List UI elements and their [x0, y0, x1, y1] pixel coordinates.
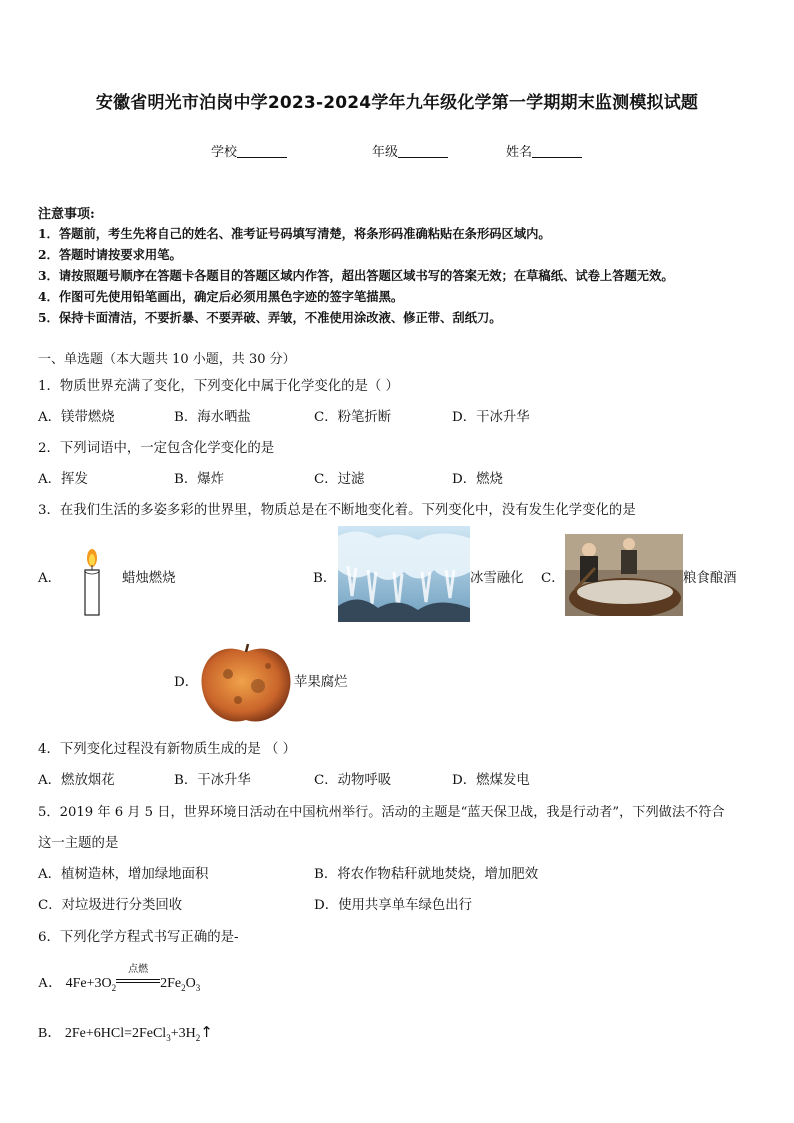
q1-option-c[interactable]: C．粉笔折断 — [314, 410, 392, 425]
q3-option-a-text[interactable]: 蜡烛燃烧 — [122, 571, 176, 586]
q6-option-a[interactable] — [38, 964, 201, 993]
question-4-stem: 4．下列变化过程没有新物质生成的是 （ ） — [38, 742, 297, 757]
note-item: 5．保持卡面清洁，不要折暴、不要弄破、弄皱，不准使用涂改液、修正带、刮纸刀。 — [38, 310, 502, 325]
question-5-stem-line2: 这一主题的是 — [38, 836, 119, 851]
rotten-apple-image — [198, 640, 294, 726]
q5-option-a[interactable]: A．植树造林，增加绿地面积 — [38, 867, 209, 882]
question-1-stem: 1．物质世界充满了变化，下列变化中属于化学变化的是（ ） — [38, 379, 399, 394]
q1-option-d[interactable]: D．干冰升华 — [452, 410, 530, 425]
school-blank[interactable] — [237, 145, 287, 158]
grade-blank[interactable] — [398, 145, 448, 158]
page-title: 安徽省明光市泊岗中学2023-2024学年九年级化学第一学期期末监测模拟试题 — [95, 93, 699, 113]
q5-option-c[interactable]: C．对垃圾进行分类回收 — [38, 898, 183, 913]
q3-option-b-label[interactable]: B． — [313, 571, 337, 586]
section-heading: 一、单选题（本大题共 10 小题，共 30 分） — [38, 352, 296, 367]
note-item: 3．请按照题号顺序在答题卡各题目的答题区域内作答，超出答题区域书写的答案无效；在草稿纸、试卷上答题无效。 — [38, 268, 674, 283]
school-field[interactable] — [211, 141, 287, 160]
question-2-stem: 2．下列词语中，一定包含化学变化的是 — [38, 441, 275, 456]
q6-option-a-products: $2Fe_2O_3$ — [160, 976, 201, 993]
note-item: 2．答题时请按要求用笔。 — [38, 247, 182, 262]
q2-option-d[interactable]: D．燃烧 — [452, 472, 503, 487]
question-6-stem: 6．下列化学方程式书写正确的是- — [38, 930, 239, 945]
q6-option-a-label: A． — [38, 976, 63, 991]
q6-option-b-label: B． — [38, 1026, 62, 1041]
q3-option-c-text[interactable]: 粮食酿酒 — [683, 571, 737, 586]
q5-option-d[interactable]: D．使用共享单车绿色出行 — [314, 898, 473, 913]
reaction-condition — [116, 964, 160, 987]
school-label: 学校 — [211, 145, 238, 160]
q3-option-a-label[interactable]: A． — [38, 571, 62, 586]
notes-heading: 注意事项: — [38, 207, 95, 222]
q3-option-d-text[interactable]: 苹果腐烂 — [294, 675, 348, 690]
question-3-stem: 3．在我们生活的多姿多彩的世界里，物质总是在不断地变化着。下列变化中，没有发生化学变化的是 — [38, 503, 636, 518]
q3-option-c-label[interactable]: C． — [541, 571, 565, 586]
ignite-condition: 点燃 — [128, 964, 149, 975]
q6-option-a-reactants: $4Fe+3O_2$ — [65, 976, 117, 993]
name-blank[interactable] — [532, 145, 582, 158]
note-item: 1．答题前，考生先将自己的姓名、准考证号码填写清楚，将条形码准确粘贴在条形码区域内。 — [38, 226, 551, 241]
name-label: 姓名 — [506, 145, 533, 160]
q6-option-b[interactable] — [38, 1022, 213, 1043]
q2-option-b[interactable]: B．爆炸 — [174, 472, 225, 487]
q4-option-a[interactable]: A．燃放烟花 — [38, 773, 115, 788]
q1-option-b[interactable]: B．海水晒盐 — [174, 410, 251, 425]
q4-option-b[interactable]: B．干冰升华 — [174, 773, 251, 788]
brewing-image — [565, 534, 683, 616]
q6-option-b-equation: $2Fe+6HCl=2FeCl_3+3H_2$ — [64, 1026, 201, 1043]
q2-option-a[interactable]: A．挥发 — [38, 472, 88, 487]
gas-arrow-icon: ↑ — [200, 1023, 213, 1041]
q3-option-b-text[interactable]: 冰雪融化 — [470, 571, 524, 586]
q4-option-d[interactable]: D．燃煤发电 — [452, 773, 530, 788]
q1-option-a[interactable]: A．镁带燃烧 — [38, 410, 115, 425]
grade-field[interactable] — [372, 141, 448, 160]
q4-option-c[interactable]: C．动物呼吸 — [314, 773, 392, 788]
q2-option-c[interactable]: C．过滤 — [314, 472, 365, 487]
question-5-stem-line1: 5．2019 年 6 月 5 日，世界环境日活动在中国杭州举行。活动的主题是“蓝天保卫战，我是行动者”，下列做法不符合 — [38, 805, 725, 820]
name-field[interactable] — [506, 141, 582, 160]
q5-option-b[interactable]: B．将农作物秸秆就地焚烧，增加肥效 — [314, 867, 539, 882]
note-item: 4．作图可先使用铅笔画出，确定后必须用黑色字迹的签字笔描黑。 — [38, 289, 404, 304]
grade-label: 年级 — [372, 145, 399, 160]
candle-image — [80, 548, 104, 616]
ice-melting-image — [338, 526, 470, 622]
q3-option-d-label[interactable]: D． — [174, 675, 199, 690]
